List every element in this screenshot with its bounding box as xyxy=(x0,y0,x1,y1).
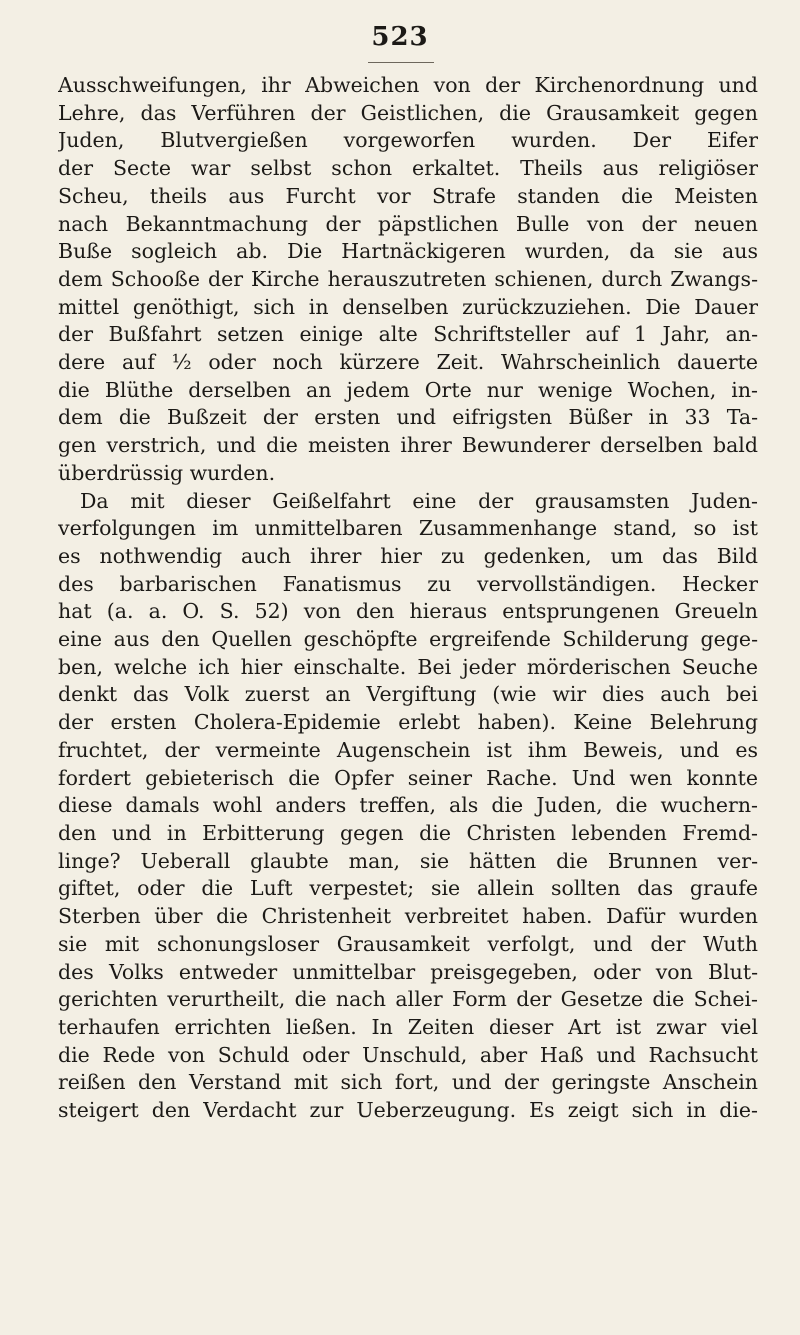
text-line: Lehre, das Verführen der Geistlichen, die Grausamkeit gegen xyxy=(58,100,758,125)
text-line: reißen den Verstand mit sich fort, und der geringste Anschein xyxy=(58,1070,758,1095)
page-number: 523 xyxy=(371,22,429,52)
text-line: des barbarischen Fanatismus zu vervollständigen. Hecker xyxy=(58,571,758,596)
text-line: Sterben über die Christenheit verbreitet haben. Dafür wurden xyxy=(58,904,758,929)
text-line: linge? Ueberall glaubte man, sie hätten die Brunnen ver- xyxy=(58,848,758,873)
text-line: Scheu, theils aus Furcht vor Strafe standen die Meisten xyxy=(58,183,758,208)
text-line: die Blüthe derselben an jedem Orte nur wenige Wochen, in- xyxy=(58,377,758,402)
text-line: dere auf ½ oder noch kürzere Zeit. Wahrscheinlich dauerte xyxy=(58,350,758,375)
text-line: verfolgungen im unmittelbaren Zusammenhange stand, so ist xyxy=(58,516,758,541)
text-line: sie mit schonungsloser Grausamkeit verfolgt, und der Wuth xyxy=(58,931,758,956)
text-line: ben, welche ich hier einschalte. Bei jeder mörderischen Seuche xyxy=(58,654,758,679)
text-line: dem Schooße der Kirche herauszutreten schienen, durch Zwangs- xyxy=(58,266,758,291)
text-line: die Rede von Schuld oder Unschuld, aber Haß und Rachsucht xyxy=(58,1042,758,1067)
text-line: giftet, oder die Luft verpestet; sie allein sollten das graufe xyxy=(58,876,758,901)
text-line: diese damals wohl anders treffen, als die Juden, die wuchern- xyxy=(58,793,758,818)
text-line: der Secte war selbst schon erkaltet. Theils aus religiöser xyxy=(58,156,758,181)
text-line: eine aus den Quellen geschöpfte ergreifende Schilderung gege- xyxy=(58,627,758,652)
text-line: es nothwendig auch ihrer hier zu gedenken, um das Bild xyxy=(58,543,758,568)
text-line: den und in Erbitterung gegen die Christen lebenden Fremd- xyxy=(58,820,758,845)
header-rule xyxy=(368,62,434,63)
text-line: steigert den Verdacht zur Ueberzeugung. Es zeigt sich in die- xyxy=(58,1098,758,1123)
text-line: mittel genöthigt, sich in denselben zurückzuziehen. Die Dauer xyxy=(58,294,758,319)
text-line: dem die Bußzeit der ersten und eifrigsten Büßer in 33 Ta- xyxy=(58,405,758,430)
text-line: Buße sogleich ab. Die Hartnäckigeren wurden, da sie aus xyxy=(58,239,758,264)
text-line: fruchtet, der vermeinte Augenschein ist ihm Beweis, und es xyxy=(58,737,758,762)
text-line: nach Bekanntmachung der päpstlichen Bulle von der neuen xyxy=(58,211,758,236)
body-text xyxy=(58,72,758,1125)
text-line: terhaufen errichten ließen. In Zeiten dieser Art ist zwar viel xyxy=(58,1014,758,1039)
text-line: der Bußfahrt setzen einige alte Schriftsteller auf 1 Jahr, an- xyxy=(58,322,758,347)
text-line: hat (a. a. O. S. 52) von den hieraus entsprungenen Greueln xyxy=(58,599,758,624)
text-line: überdrüssig wurden. xyxy=(58,460,276,485)
text-line: denkt das Volk zuerst an Vergiftung (wie wir dies auch bei xyxy=(58,682,758,707)
text-line: Ausschweifungen, ihr Abweichen von der Kirchenordnung und xyxy=(58,73,758,97)
text-line: der ersten Cholera-Epidemie erlebt haben). Keine Belehrung xyxy=(58,710,758,735)
text-line: fordert gebieterisch die Opfer seiner Rache. Und wen konnte xyxy=(58,765,758,790)
text-line: Juden, Blutvergießen vorgeworfen wurden. Der Eifer xyxy=(58,128,758,153)
text-line: Da mit dieser Geißelfahrt eine der grausamsten Juden- xyxy=(80,488,758,513)
text-line: des Volks entweder unmittelbar preisgegeben, oder von Blut- xyxy=(58,959,758,984)
text-line: gerichten verurtheilt, die nach aller Form der Gesetze die Schei- xyxy=(58,987,758,1012)
text-line: gen verstrich, und die meisten ihrer Bewunderer derselben bald xyxy=(58,433,758,458)
